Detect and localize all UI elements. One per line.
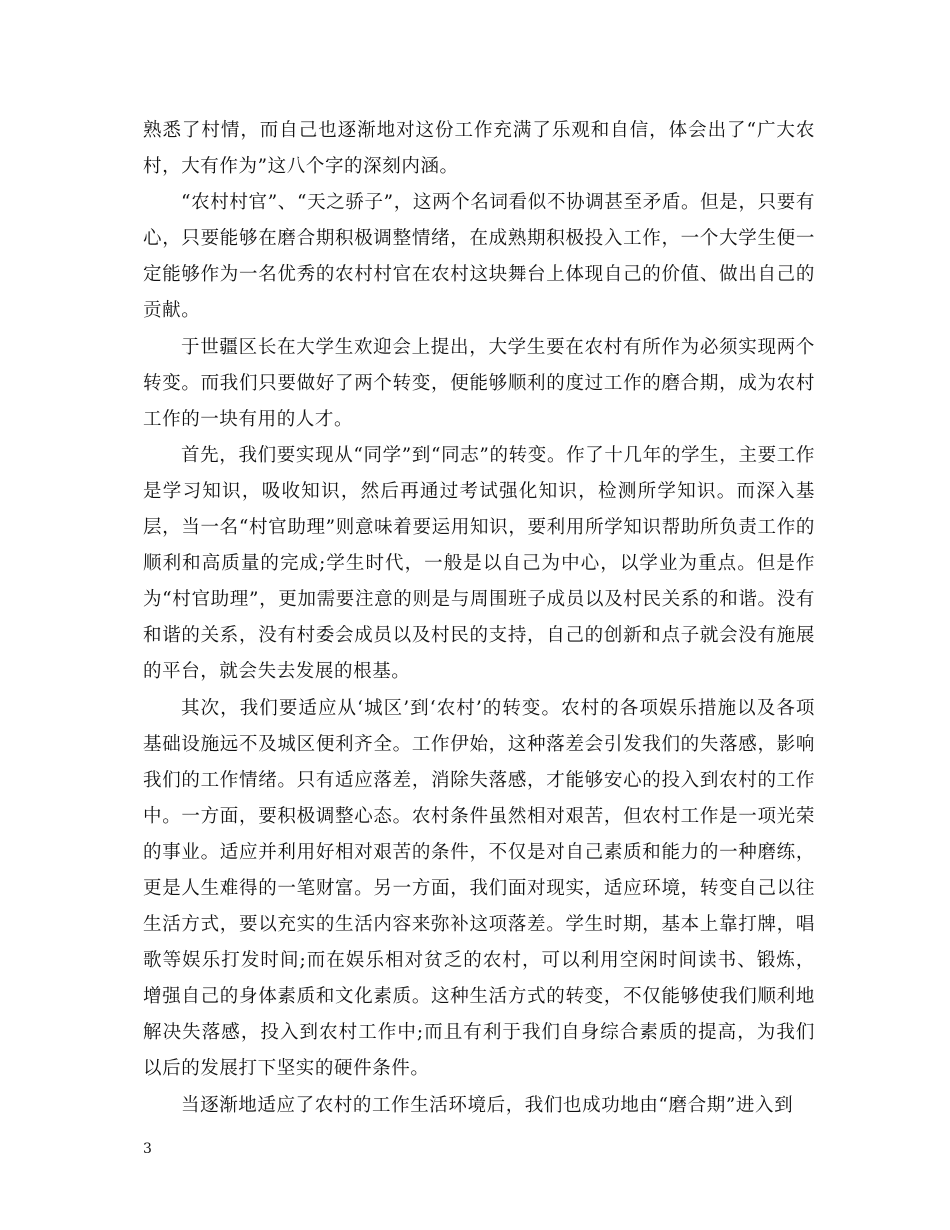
paragraph-3: 于世疆区长在大学生欢迎会上提出，大学生要在农村有所作为必须实现两个转变。而我们只要做好了两个转变，便能够顺利的度过工作的磨合期，成为农村工作的一块有用的人才。 xyxy=(143,336,815,430)
document-body xyxy=(143,113,815,1124)
page-number: 3 xyxy=(143,1141,152,1157)
paragraph-6: 当逐渐地适应了农村的工作生活环境后，我们也成功地由“磨合期”进入到 xyxy=(181,1094,794,1116)
paragraph-2: “农村村官”、“天之骄子”，这两个名词看似不协调甚至矛盾。但是，只要有心，只要能够在磨合期积极调整情绪，在成熟期积极投入工作，一个大学生便一定能够作为一名优秀的农村村官在农村这块舞台上体现自己的价值、做出自己的贡献。 xyxy=(143,192,815,322)
paragraph-4: 首先，我们要实现从“同学”到“同志”的转变。作了十几年的学生，主要工作是学习知识，吸收知识，然后再通过考试强化知识，检测所学知识。而深入基层，当一名“村官助理”则意味着要运用知识，要利用所学知识帮助所负责工作的顺利和高质量的完成;学生时代，一般是以自己为中心，以学业为重点。但是作为“村官助理”，更加需要注意的则是与周围班子成员以及村民关系的和谐。没有和谐的关系，没有村委会成员以及村民的支持，自己的创新和点子就会没有施展的平台，就会失去发展的根基。 xyxy=(143,444,815,683)
paragraph-5: 其次，我们要适应从‘城区’到‘农村’的转变。农村的各项娱乐措施以及各项基础设施远不及城区便利齐全。工作伊始，这种落差会引发我们的失落感，影响我们的工作情绪。只有适应落差，消除失落感，才能够安心的投入到农村的工作中。一方面，要积极调整心态。农村条件虽然相对艰苦，但农村工作是一项光荣的事业。适应并利用好相对艰苦的条件，不仅是对自己素质和能力的一种磨练，更是人生难得的一笔财富。另一方面，我们面对现实，适应环境，转变自己以往生活方式，要以充实的生活内容来弥补这项落差。学生时期，基本上靠打牌，唱歌等娱乐打发时间;而在娱乐相对贫乏的农村，可以利用空闲时间读书、锻炼，增强自己的身体素质和文化素质。这种生活方式的转变，不仅能够使我们顺利地解决失落感，投入到农村工作中;而且有利于我们自身综合素质的提高，为我们以后的发展打下坚实的硬件条件。 xyxy=(143,697,815,1080)
paragraph-1: 熟悉了村情，而自己也逐渐地对这份工作充满了乐观和自信，体会出了“广大农村，大有作为”这八个字的深刻内涵。 xyxy=(143,120,815,178)
